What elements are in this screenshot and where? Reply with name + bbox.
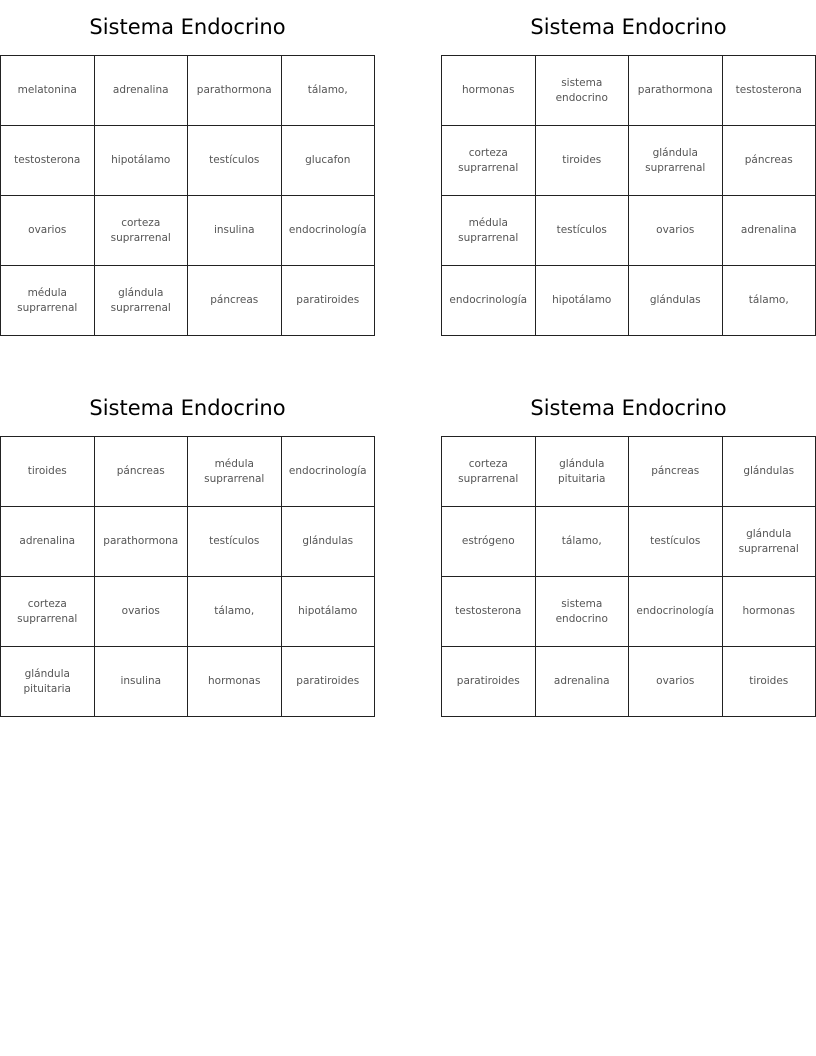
- bingo-cell: endocrinología: [282, 196, 376, 266]
- bingo-cell: médula suprarrenal: [188, 437, 282, 507]
- bingo-cell: médula suprarrenal: [442, 196, 536, 266]
- bingo-cell: paratiroides: [282, 266, 376, 336]
- bingo-card-3: [0, 381, 375, 717]
- bingo-cell: adrenalina: [536, 647, 630, 717]
- bingo-cell: hormonas: [723, 577, 816, 647]
- bingo-cell: endocrinología: [282, 437, 376, 507]
- bingo-grid: [441, 436, 816, 717]
- bingo-cell: glándulas: [629, 266, 723, 336]
- bingo-cell: hormonas: [188, 647, 282, 717]
- bingo-grid: [0, 55, 375, 336]
- card-title: Sistema Endocrino: [89, 396, 286, 420]
- bingo-cell: hormonas: [442, 56, 536, 126]
- bingo-cell: tiroides: [723, 647, 816, 717]
- bingo-grid: [441, 55, 816, 336]
- bingo-cell: melatonina: [1, 56, 95, 126]
- bingo-cell: adrenalina: [1, 507, 95, 577]
- bingo-cell: páncreas: [188, 266, 282, 336]
- bingo-cell: corteza suprarrenal: [442, 126, 536, 196]
- bingo-cell: glándula suprarrenal: [629, 126, 723, 196]
- bingo-cell: testosterona: [1, 126, 95, 196]
- bingo-cell: glándula pituitaria: [1, 647, 95, 717]
- bingo-cell: glándulas: [282, 507, 376, 577]
- bingo-cell: testículos: [188, 126, 282, 196]
- bingo-cell: corteza suprarrenal: [442, 437, 536, 507]
- bingo-cell: hipotálamo: [282, 577, 376, 647]
- bingo-cell: corteza suprarrenal: [1, 577, 95, 647]
- bingo-cell: parathormona: [629, 56, 723, 126]
- bingo-cell: páncreas: [723, 126, 816, 196]
- bingo-cell: paratiroides: [442, 647, 536, 717]
- bingo-grid: [0, 436, 375, 717]
- bingo-card-4: [441, 381, 816, 717]
- bingo-cell: insulina: [188, 196, 282, 266]
- bingo-cell: estrógeno: [442, 507, 536, 577]
- bingo-cell: tálamo,: [723, 266, 816, 336]
- bingo-cell: médula suprarrenal: [1, 266, 95, 336]
- bingo-cell: tiroides: [1, 437, 95, 507]
- bingo-cell: ovarios: [629, 196, 723, 266]
- bingo-cell: glucafon: [282, 126, 376, 196]
- bingo-cell: ovarios: [1, 196, 95, 266]
- bingo-cell: insulina: [95, 647, 189, 717]
- bingo-cell: tálamo,: [282, 56, 376, 126]
- bingo-cell: ovarios: [629, 647, 723, 717]
- bingo-cell: glándula suprarrenal: [723, 507, 816, 577]
- bingo-cell: adrenalina: [723, 196, 816, 266]
- bingo-cell: sistema endocrino: [536, 56, 630, 126]
- bingo-cell: parathormona: [95, 507, 189, 577]
- bingo-cell: tiroides: [536, 126, 630, 196]
- bingo-card-1: [0, 0, 375, 336]
- card-title: Sistema Endocrino: [530, 15, 727, 39]
- bingo-cell: glándulas: [723, 437, 816, 507]
- bingo-cell: glándula pituitaria: [536, 437, 630, 507]
- card-title: Sistema Endocrino: [89, 15, 286, 39]
- bingo-cell: testosterona: [723, 56, 816, 126]
- bingo-cell: endocrinología: [442, 266, 536, 336]
- bingo-cell: parathormona: [188, 56, 282, 126]
- bingo-cell: testículos: [629, 507, 723, 577]
- bingo-cell: testosterona: [442, 577, 536, 647]
- bingo-cell: corteza suprarrenal: [95, 196, 189, 266]
- bingo-cell: páncreas: [95, 437, 189, 507]
- card-title: Sistema Endocrino: [530, 396, 727, 420]
- bingo-cell: páncreas: [629, 437, 723, 507]
- bingo-cell: ovarios: [95, 577, 189, 647]
- bingo-cell: hipotálamo: [95, 126, 189, 196]
- bingo-cell: tálamo,: [536, 507, 630, 577]
- bingo-cell: testículos: [188, 507, 282, 577]
- bingo-cell: tálamo,: [188, 577, 282, 647]
- bingo-cell: hipotálamo: [536, 266, 630, 336]
- bingo-cell: testículos: [536, 196, 630, 266]
- bingo-cell: glándula suprarrenal: [95, 266, 189, 336]
- bingo-cell: paratiroides: [282, 647, 376, 717]
- bingo-card-2: [441, 0, 816, 336]
- bingo-cell: sistema endocrino: [536, 577, 630, 647]
- bingo-cell: adrenalina: [95, 56, 189, 126]
- bingo-cell: endocrinología: [629, 577, 723, 647]
